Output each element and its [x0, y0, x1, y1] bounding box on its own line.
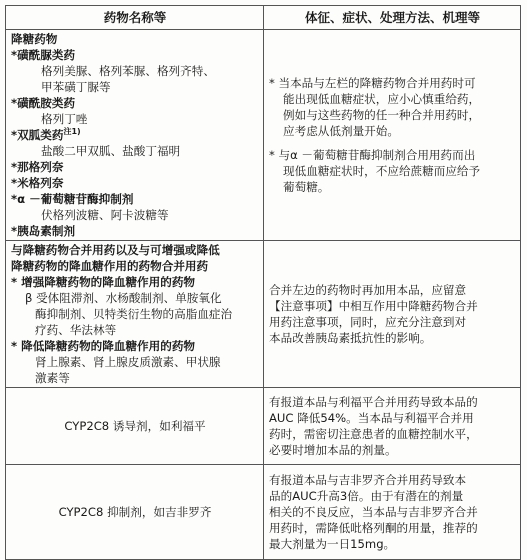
row1-left-line: 甲苯磺丁脲等: [41, 80, 111, 94]
text-line: 能出现低血糖症状，应小心慎重给药，: [283, 92, 481, 106]
text-line: 应考虑从低剂量开始。: [283, 124, 399, 138]
row2-left-line: * 增强降糖药物的降血糖作用的药物: [11, 275, 196, 289]
row1-left-line: *磺酰胺类药: [11, 96, 76, 110]
row2-left-line: * 降低降糖药物的降血糖作用的药物: [11, 339, 196, 353]
table-row: [6, 241, 521, 388]
row1-left-line: 降糖药物: [11, 32, 58, 46]
text-line: 合并左边的药物时再加用本品，应留意: [269, 283, 467, 297]
text-line: 相关的不良反应，当本品与吉非罗齐合并: [269, 505, 478, 519]
row1-left-line: 格列美脲、格列苯脲、格列齐特、: [41, 64, 215, 78]
table-row: [6, 30, 521, 241]
row2-left-line: 疗药、华法林等: [35, 323, 117, 337]
row1-left-line: *α －葡萄糖苷酶抑制剂: [11, 192, 134, 206]
row1-right-paragraph-2: [269, 147, 516, 195]
paragraph-gap: [269, 139, 516, 147]
table-header-row: [6, 6, 521, 30]
row1-left-line: *米格列奈: [11, 176, 64, 190]
row2-left-line: 与降糖药物合并用药以及与可增强或降低: [11, 243, 220, 257]
text-line: 用药注意事项，同时，应充分注意到对: [269, 315, 467, 329]
row2-left-cell: [6, 241, 264, 388]
row1-left-line: 盐酸二甲双胍、盐酸丁福明: [41, 144, 181, 158]
header-drug-name: 药物名称等: [6, 6, 264, 30]
text-line: 本品改善胰岛素抵抗性的影响。: [269, 331, 432, 345]
text-line: 例如与这些药物的任一种合并用药时，: [283, 108, 481, 122]
row1-left-line: *胰岛素制剂: [11, 224, 76, 238]
row1-right-paragraph-1: [269, 75, 516, 139]
text-line: 葡萄糖。: [283, 180, 330, 194]
text-line: 有报道本品与利福平合并用药导致本品的: [269, 395, 478, 409]
row2-left-line: 肾上腺素、肾上腺皮质激素、甲状腺: [35, 355, 221, 369]
text-line: 有报道本品与吉非罗齐合并用药导致本: [269, 473, 467, 487]
row3-right-cell: [264, 388, 521, 465]
biguanide-label: *双胍类药: [11, 128, 64, 142]
row1-left-line: 格列丁唑: [41, 112, 88, 126]
text-line: 现低血糖症状时，不应给蔗糖而应给予: [283, 164, 481, 178]
text-line: AUC 降低54%。当本品与利福平合并用: [269, 411, 474, 425]
text-line: 品的AUC升高3倍。由于有潜在的剂量: [269, 489, 464, 503]
row4-left-cell: CYP2C8 抑制剂，如吉非罗齐: [6, 465, 264, 560]
text-line: * 与α －葡萄糖苷酶抑制剂合用用药而出: [269, 148, 476, 162]
row1-left-line: *那格列奈: [11, 160, 64, 174]
row2-right-cell: [264, 241, 521, 388]
row4-right-cell: [264, 465, 521, 560]
drug-interaction-table: [5, 5, 521, 560]
text-line: 药时，需密切注意患者的血糖控制水平，: [269, 427, 478, 441]
row2-left-line: 降糖药物的降血糖作用的药物合并用药: [11, 259, 209, 273]
text-line: 最大剂量为一日15mg。: [269, 537, 396, 551]
footnote-marker: 注1): [63, 127, 81, 137]
row2-left-line: 激素等: [35, 371, 70, 385]
row2-left-line: 酶抑制剂、贝特类衍生物的高脂血症治: [35, 307, 233, 321]
row1-left-line: 伏格列波糖、阿卡波糖等: [41, 208, 169, 222]
table-row: [6, 465, 521, 560]
header-symptoms: 体征、症状、处理方法、机理等: [264, 6, 521, 30]
row1-left-line-biguanide: [11, 127, 259, 143]
row1-left-line: *磺酰脲类药: [11, 48, 76, 62]
row1-right-cell: [264, 30, 521, 241]
text-line: 必要时增加本品的剂量。: [269, 443, 397, 457]
table-row: [6, 388, 521, 465]
text-line: 【注意事项】中相互作用中降糖药物合并: [269, 299, 478, 313]
text-line: * 当本品与左栏的降糖药物合并用药时可: [269, 76, 476, 90]
text-line: 用药时，需降低吡格列酮的用量，推荐的: [269, 521, 478, 535]
row2-left-line: β 受体阻滞剂、水杨酸制剂、单胺氧化: [25, 291, 222, 305]
row1-left-cell: [6, 30, 264, 241]
row3-left-cell: CYP2C8 诱导剂，如利福平: [6, 388, 264, 465]
